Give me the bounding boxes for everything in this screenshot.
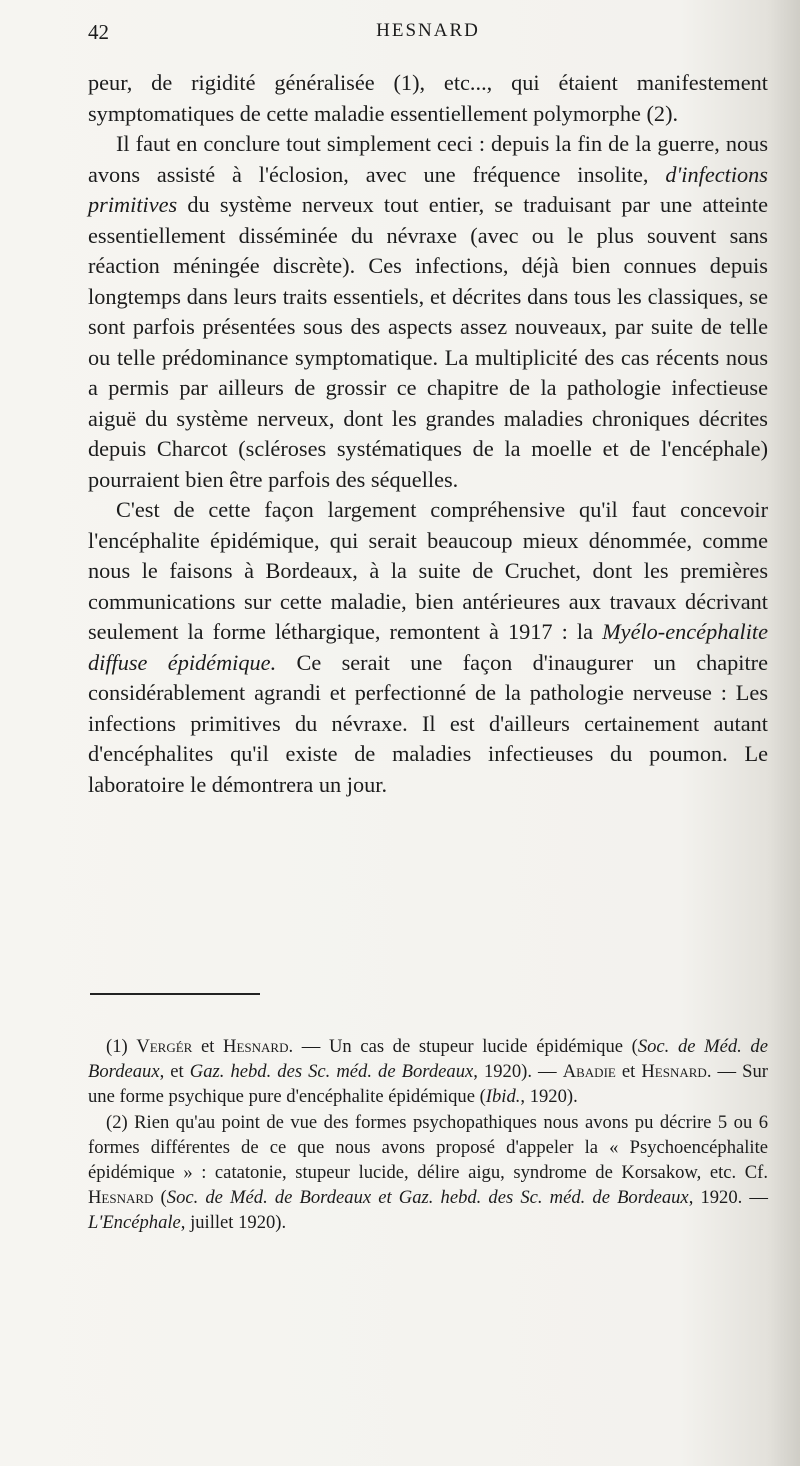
text-run: Hesnard	[223, 1036, 289, 1057]
text-run: Soc. de Méd. de Bordeaux	[88, 1036, 768, 1083]
text-run: et	[192, 1036, 224, 1057]
text-run: Gaz. hebd. des Sc. méd. de Bordeaux	[189, 1061, 474, 1083]
paragraph	[88, 129, 768, 495]
text-run: (	[153, 1187, 167, 1209]
paragraph	[88, 68, 768, 129]
text-run: et	[615, 1061, 642, 1083]
text-run: , juillet 1920).	[180, 1212, 287, 1234]
text-run: Il faut en conclure tout simplement ceci : depuis la fin de la guerre, nous avons assisté à l'éclosion, avec une fréquence insolite,	[88, 131, 768, 187]
text-run: Myélo-encéphalite diffuse épidémique.	[88, 619, 768, 675]
footnote-separator	[90, 993, 260, 995]
text-run: , et	[159, 1061, 190, 1083]
text-run: , 1920).	[520, 1086, 578, 1108]
text-run: Ibid.	[485, 1086, 521, 1108]
text-run: du système nerveux tout entier, se traduisant par une atteinte essentiellement disséminée du névraxe (avec ou le plus souvent sans réaction méningée discrète). Ces infections, déjà bien connues depuis longtemps dans leurs traits essentiels, et décrites dans tous les classiques, se sont parfois présentées sous des aspects assez nouveaux, par suite de telle ou telle prédominance symptomatique. La multiplicité des cas récents nous a permis par ailleurs de grossir ce chapitre de la pathologie infectieuse aiguë du système nerveux, dont les grandes maladies chroniques décrites depuis Charcot (scléroses systématiques de la moelle et de l'encéphale) pourraient bien être parfois des séquelles.	[88, 192, 768, 492]
text-run: , 1920. —	[688, 1187, 769, 1209]
footnote	[88, 1110, 768, 1236]
footnote	[88, 1034, 768, 1110]
text-run: C'est de cette façon largement compréhensive qu'il faut concevoir l'encéphalite épidémique, qui serait beaucoup mieux dénommée, comme nous le faisons à Bordeaux, à la suite de Cruchet, dont les premières communications sur cette maladie, bien antérieures aux travaux décrivant seulement la forme léthargique, remontent à 1917 : la	[88, 497, 768, 644]
text-run: peur, de rigidité généralisée (1), etc..., qui étaient manifestement symptomatiques de cette maladie essentiellement polymorphe (2).	[88, 70, 768, 126]
page-number: 42	[88, 20, 109, 44]
running-head: HESNARD	[376, 20, 480, 41]
page-header	[88, 20, 768, 50]
footnotes	[88, 1034, 768, 1236]
text-run: . — Sur une forme psychique pure d'encéphalite épidémique (	[88, 1061, 768, 1108]
text-run: d'infections primitives	[88, 161, 768, 217]
main-text	[88, 68, 768, 800]
text-run: Soc. de Méd. de Bordeaux et Gaz. hebd. des Sc. méd. de Bordeaux	[166, 1187, 689, 1209]
text-run: L'Encéphale	[88, 1212, 181, 1234]
text-run: Hesnard	[88, 1187, 154, 1209]
text-run: Ce serait une façon d'inaugurer un chapitre considérablement agrandi et perfectionné de la pathologie nerveuse : Les infections primitives du névraxe. Il est d'ailleurs certainement autant d'encéphalites qu'il existe de maladies infectieuses du poumon. Le laboratoire le démontrera un jour.	[88, 649, 768, 797]
text-run: Vergér	[136, 1036, 193, 1057]
text-run: . — Un cas de stupeur lucide épidémique (	[288, 1036, 638, 1057]
text-run: (1)	[106, 1036, 137, 1057]
text-run: Abadie	[562, 1061, 616, 1083]
paragraph	[88, 495, 768, 800]
text-run: Hesnard	[641, 1061, 707, 1083]
text-run: , 1920). —	[473, 1061, 563, 1083]
text-run: (2) Rien qu'au point de vue des formes psychopathiques nous avons pu décrire 5 ou 6 formes différentes de ce que nous avons proposé d'appeler la « Psychoencéphalite épidémique » : catatonie, stupeur lucide, délire aigu, syndrome de Korsakow, etc. Cf.	[88, 1111, 768, 1184]
